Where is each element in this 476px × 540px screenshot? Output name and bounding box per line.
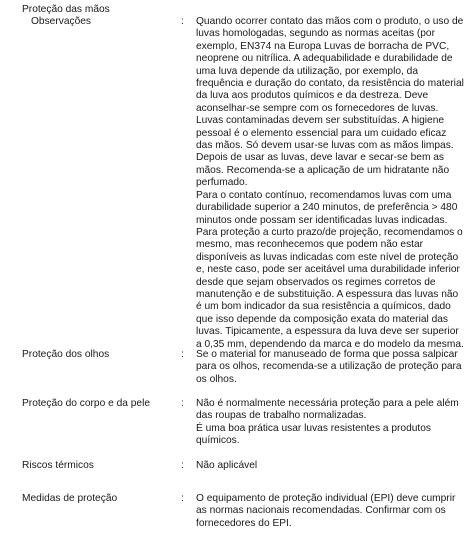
row-paragraph: Se o material for manuseado de forma que possa salpicar para os olhos, recomenda-se a utilização de proteção para os olhos. [196, 349, 462, 385]
row-colon: : [181, 398, 184, 409]
row-paragraph: Quando ocorrer contato das mãos com o produto, o uso de luvas homologadas, segundo as normas aceitas (por exemplo, EN374 na Europa Luvas de borracha de PVC, neoprene ou nitrílica. A adequabilidade e durabilidade de uma luva depende da utilização, por exemplo, da frequência e duração do contato, da resistência do material da luva aos produtos químicos e da destreza. Deve aconselhar-se sempre com os fornecedores de luvas. Luvas contaminadas devem ser substituídas. A higiene pessoal é o elemento essencial para um cuidado eficaz das mãos. Só devem usar-se luvas com as mãos limpas. Depois de usar as luvas, deve lavar e secar-se bem as mãos. Recomenda-se a aplicação de um hidratante não perfumado. [196, 16, 464, 189]
row-paragraph: Não é normalmente necessária proteção para a pele além das roupas de trabalho normalizadas. [196, 398, 459, 422]
row-label: Medidas de proteção [22, 493, 118, 504]
row-value [196, 398, 464, 448]
row-colon: : [181, 493, 184, 504]
row-value [196, 349, 464, 386]
row-colon: : [181, 460, 184, 471]
row-paragraph: Para o contato contínuo, recomendamos luvas com uma durabilidade superior a 240 minutos, de preferência > 480 minutos onde possam ser identificadas luvas indicadas. Para proteção a curto prazo/de projeção, recomendamos o mesmo, mas reconhecemos que podem não estar disponíveis as luvas indicadas com este nível de proteção e, neste caso, pode ser aceitável uma durabilidade inferior desde que sejam observados os regimes corretos de manutenção e de substituição. A espessura das luvas não é um bom indicador da sua resistência a químicos, dado que isso depende da composição exata do material das luvas. Tipicamente, a espessura da luva deve ser superior a 0,35 mm, dependendo da marca e do modelo da mesma. [196, 189, 464, 350]
row-value [196, 493, 464, 530]
row-label: Observações [31, 16, 92, 27]
row-value [196, 460, 464, 472]
row-paragraph: O equipamento de proteção individual (EPI) deve cumprir as normas nacionais recomendadas. Confirmar com os fornecedores do EPI. [196, 493, 456, 529]
row-label: Riscos térmicos [22, 460, 94, 471]
row-value [196, 16, 464, 351]
row-paragraph: Não aplicável [196, 460, 258, 471]
row-colon: : [181, 349, 184, 360]
section-title-hand-protection: Proteção das mãos [22, 4, 110, 15]
row-colon: : [181, 16, 184, 27]
row-label: Proteção dos olhos [22, 349, 110, 360]
row-label: Proteção do corpo e da pele [22, 398, 151, 409]
row-paragraph: É uma boa prática usar luvas resistentes a produtos químicos. [196, 422, 432, 447]
